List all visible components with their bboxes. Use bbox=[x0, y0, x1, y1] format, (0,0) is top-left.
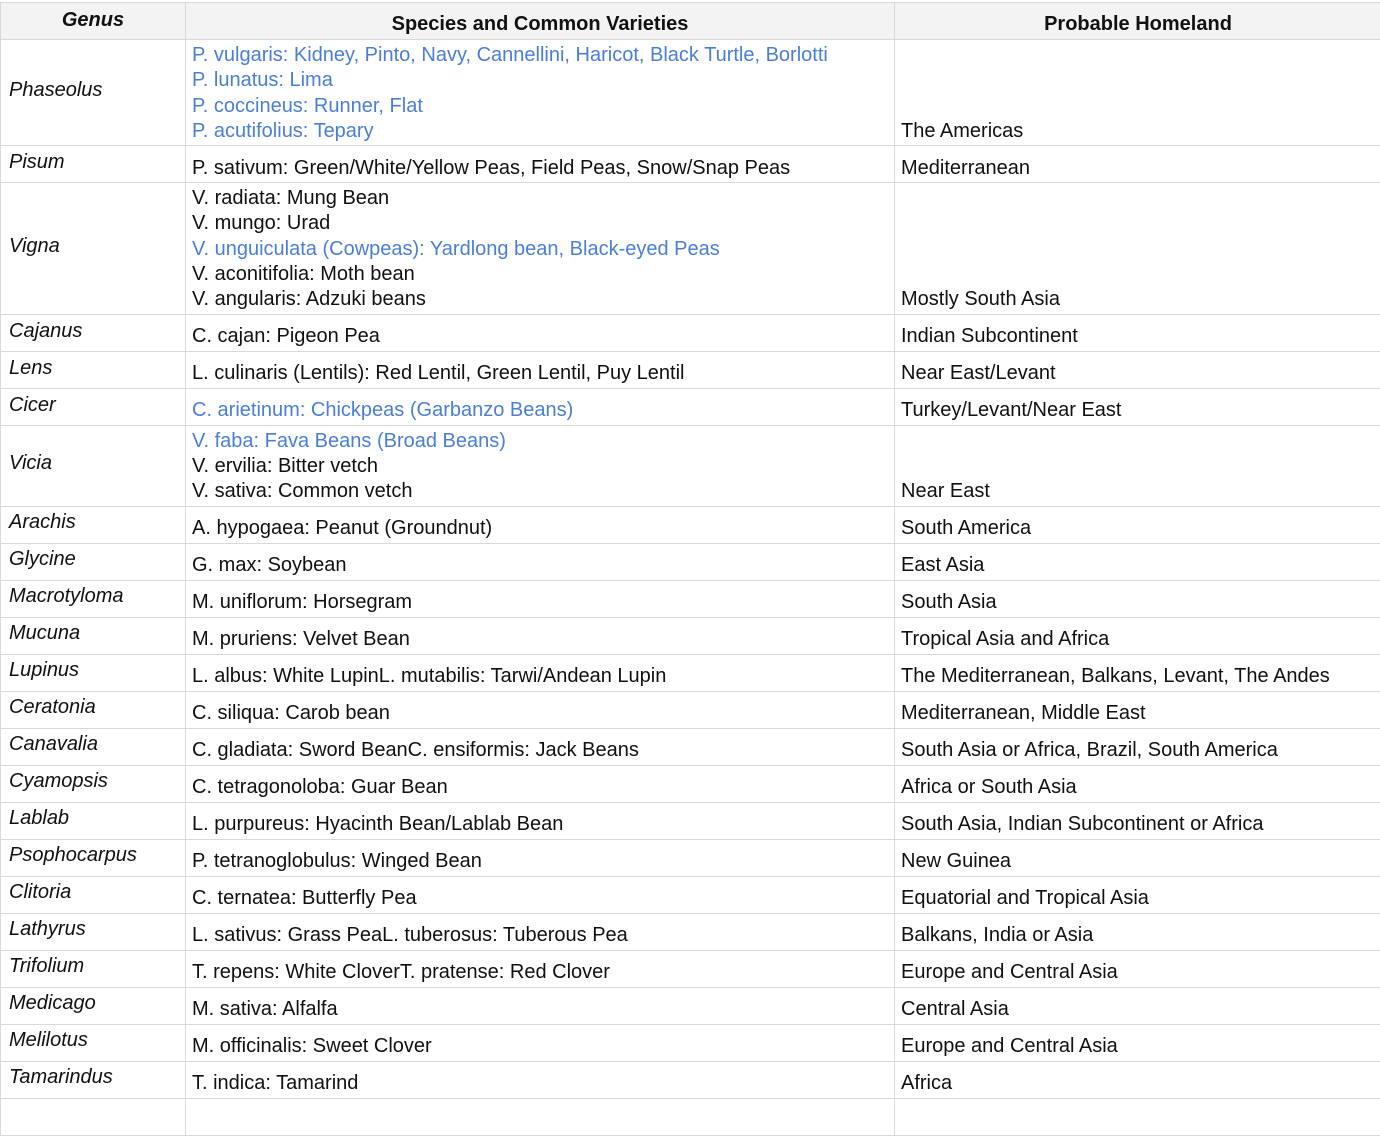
species-cell[interactable] bbox=[186, 802, 895, 839]
species-line: T. indica: Tamarind bbox=[192, 1072, 359, 1095]
species-cell[interactable] bbox=[186, 765, 895, 802]
homeland-cell[interactable]: Indian Subcontinent bbox=[895, 314, 1380, 351]
species-cell[interactable] bbox=[186, 728, 895, 765]
spreadsheet bbox=[0, 2, 1380, 1136]
species-link[interactable]: V. unguiculata (Cowpeas): Yardlong bean, Black-eyed Peas bbox=[192, 237, 720, 260]
homeland-cell[interactable]: New Guinea bbox=[895, 839, 1380, 876]
species-line: M. officinalis: Sweet Clover bbox=[192, 1035, 432, 1058]
species-cell[interactable] bbox=[186, 40, 895, 146]
homeland-cell[interactable]: Africa or South Asia bbox=[895, 765, 1380, 802]
genus-cell[interactable]: Clitoria bbox=[1, 876, 186, 913]
empty-row bbox=[1, 1098, 1380, 1135]
homeland-cell[interactable]: Europe and Central Asia bbox=[895, 1024, 1380, 1061]
legume-table bbox=[0, 2, 1380, 1136]
species-line: V. radiata: Mung Bean bbox=[192, 187, 390, 210]
species-cell[interactable] bbox=[186, 950, 895, 987]
header-row bbox=[1, 3, 1380, 40]
genus-cell[interactable]: Arachis bbox=[1, 506, 186, 543]
species-link[interactable]: V. faba: Fava Beans (Broad Beans) bbox=[192, 429, 506, 452]
table-row bbox=[1, 580, 1380, 617]
species-cell[interactable] bbox=[186, 913, 895, 950]
species-cell[interactable] bbox=[186, 839, 895, 876]
table-row bbox=[1, 654, 1380, 691]
table-row bbox=[1, 802, 1380, 839]
species-line: V. mungo: Urad bbox=[192, 212, 331, 235]
homeland-cell[interactable]: Equatorial and Tropical Asia bbox=[895, 876, 1380, 913]
genus-cell[interactable]: Vigna bbox=[1, 183, 186, 314]
homeland-cell[interactable]: South America bbox=[895, 506, 1380, 543]
homeland-cell[interactable]: Near East bbox=[895, 425, 1380, 506]
homeland-cell[interactable]: Near East/Levant bbox=[895, 351, 1380, 388]
homeland-cell[interactable]: Africa bbox=[895, 1061, 1380, 1098]
species-cell[interactable] bbox=[186, 146, 895, 183]
species-line: P. sativum: Green/White/Yellow Peas, Field Peas, Snow/Snap Peas bbox=[192, 156, 791, 179]
table-row bbox=[1, 40, 1380, 146]
species-link[interactable]: P. vulgaris: Kidney, Pinto, Navy, Cannellini, Haricot, Black Turtle, Borlotti bbox=[192, 44, 828, 66]
species-cell[interactable] bbox=[186, 654, 895, 691]
homeland-cell[interactable]: East Asia bbox=[895, 543, 1380, 580]
species-line: C. tetragonoloba: Guar Bean bbox=[192, 776, 448, 799]
species-line: G. max: Soybean bbox=[192, 554, 347, 577]
species-line: A. hypogaea: Peanut (Groundnut) bbox=[192, 517, 493, 540]
genus-cell[interactable]: Vicia bbox=[1, 425, 186, 506]
genus-cell[interactable]: Trifolium bbox=[1, 950, 186, 987]
species-line: V. angularis: Adzuki beans bbox=[192, 288, 426, 311]
species-line: M. sativa: Alfalfa bbox=[192, 998, 338, 1021]
table-row bbox=[1, 388, 1380, 425]
genus-cell[interactable]: Cyamopsis bbox=[1, 765, 186, 802]
genus-cell[interactable]: Macrotyloma bbox=[1, 580, 186, 617]
table-row bbox=[1, 1061, 1380, 1098]
species-cell[interactable] bbox=[186, 617, 895, 654]
species-cell[interactable] bbox=[186, 351, 895, 388]
species-link[interactable]: P. acutifolius: Tepary bbox=[192, 119, 374, 142]
table-row bbox=[1, 691, 1380, 728]
genus-cell[interactable]: Cicer bbox=[1, 388, 186, 425]
table-row bbox=[1, 913, 1380, 950]
species-link[interactable]: P. lunatus: Lima bbox=[192, 69, 333, 92]
species-cell[interactable] bbox=[186, 425, 895, 506]
species-line: C. ternatea: Butterfly Pea bbox=[192, 887, 417, 910]
table-row bbox=[1, 876, 1380, 913]
species-cell[interactable] bbox=[186, 1061, 895, 1098]
table-row bbox=[1, 765, 1380, 802]
genus-cell[interactable]: Melilotus bbox=[1, 1024, 186, 1061]
header-homeland[interactable]: Probable Homeland bbox=[895, 3, 1380, 40]
homeland-cell[interactable]: The Mediterranean, Balkans, Levant, The Andes bbox=[895, 654, 1380, 691]
empty-cell[interactable] bbox=[895, 1098, 1380, 1135]
species-cell[interactable] bbox=[186, 580, 895, 617]
species-cell[interactable] bbox=[186, 506, 895, 543]
genus-cell[interactable]: Ceratonia bbox=[1, 691, 186, 728]
species-line: M. uniflorum: Horsegram bbox=[192, 591, 413, 614]
species-line: M. pruriens: Velvet Bean bbox=[192, 628, 410, 651]
homeland-cell[interactable]: South Asia, Indian Subcontinent or Africa bbox=[895, 802, 1380, 839]
table-row bbox=[1, 146, 1380, 183]
table-row bbox=[1, 839, 1380, 876]
table-row bbox=[1, 425, 1380, 506]
homeland-cell[interactable]: Balkans, India or Asia bbox=[895, 913, 1380, 950]
species-line: V. sativa: Common vetch bbox=[192, 480, 413, 503]
homeland-cell[interactable]: Tropical Asia and Africa bbox=[895, 617, 1380, 654]
species-line: C. gladiata: Sword BeanC. ensiformis: Jack Beans bbox=[192, 739, 639, 762]
genus-cell[interactable]: Tamarindus bbox=[1, 1061, 186, 1098]
homeland-cell[interactable]: Europe and Central Asia bbox=[895, 950, 1380, 987]
table-row bbox=[1, 183, 1380, 314]
species-link[interactable]: P. coccineus: Runner, Flat bbox=[192, 94, 423, 117]
table-row bbox=[1, 314, 1380, 351]
species-line: V. aconitifolia: Moth bean bbox=[192, 263, 415, 286]
table-row bbox=[1, 351, 1380, 388]
homeland-cell[interactable]: Central Asia bbox=[895, 987, 1380, 1024]
genus-cell[interactable]: Phaseolus bbox=[1, 40, 186, 146]
table-row bbox=[1, 950, 1380, 987]
header-genus[interactable]: Genus bbox=[1, 3, 186, 40]
species-line: P. tetranoglobulus: Winged Bean bbox=[192, 850, 482, 873]
genus-cell[interactable]: Medicago bbox=[1, 987, 186, 1024]
genus-cell[interactable]: Glycine bbox=[1, 543, 186, 580]
species-line: L. purpureus: Hyacinth Bean/Lablab Bean bbox=[192, 813, 564, 836]
header-species[interactable]: Species and Common Varieties bbox=[186, 3, 895, 40]
table-row bbox=[1, 543, 1380, 580]
species-cell[interactable] bbox=[186, 314, 895, 351]
species-cell[interactable] bbox=[186, 691, 895, 728]
table-body bbox=[1, 40, 1380, 1136]
empty-cell[interactable] bbox=[186, 1098, 895, 1135]
species-line: C. cajan: Pigeon Pea bbox=[192, 325, 380, 348]
homeland-cell[interactable]: Mostly South Asia bbox=[895, 183, 1380, 314]
table-row bbox=[1, 617, 1380, 654]
homeland-cell[interactable]: Mediterranean bbox=[895, 146, 1380, 183]
genus-cell[interactable]: Mucuna bbox=[1, 617, 186, 654]
genus-cell[interactable]: Lablab bbox=[1, 802, 186, 839]
empty-cell[interactable] bbox=[1, 1098, 186, 1135]
species-cell[interactable] bbox=[186, 1024, 895, 1061]
species-link[interactable]: C. arietinum: Chickpeas (Garbanzo Beans) bbox=[192, 399, 574, 422]
genus-cell[interactable]: Canavalia bbox=[1, 728, 186, 765]
species-cell[interactable] bbox=[186, 543, 895, 580]
table-row bbox=[1, 1024, 1380, 1061]
species-line: L. albus: White LupinL. mutabilis: Tarwi/Andean Lupin bbox=[192, 665, 667, 688]
table-row bbox=[1, 987, 1380, 1024]
genus-cell[interactable]: Lathyrus bbox=[1, 913, 186, 950]
genus-cell[interactable]: Psophocarpus bbox=[1, 839, 186, 876]
species-line: C. siliqua: Carob bean bbox=[192, 702, 390, 725]
table-row bbox=[1, 506, 1380, 543]
homeland-cell[interactable]: The Americas bbox=[895, 40, 1380, 146]
species-cell[interactable] bbox=[186, 987, 895, 1024]
species-cell[interactable] bbox=[186, 183, 895, 314]
genus-cell[interactable]: Lens bbox=[1, 351, 186, 388]
homeland-cell[interactable]: Turkey/Levant/Near East bbox=[895, 388, 1380, 425]
genus-cell[interactable]: Cajanus bbox=[1, 314, 186, 351]
homeland-cell[interactable]: South Asia or Africa, Brazil, South America bbox=[895, 728, 1380, 765]
homeland-cell[interactable]: Mediterranean, Middle East bbox=[895, 691, 1380, 728]
species-line: V. ervilia: Bitter vetch bbox=[192, 454, 379, 477]
species-line: L. sativus: Grass PeaL. tuberosus: Tuberous Pea bbox=[192, 924, 628, 947]
species-cell[interactable] bbox=[186, 876, 895, 913]
species-cell[interactable] bbox=[186, 388, 895, 425]
species-line: T. repens: White CloverT. pratense: Red Clover bbox=[192, 961, 610, 984]
genus-cell[interactable]: Lupinus bbox=[1, 654, 186, 691]
homeland-cell[interactable]: South Asia bbox=[895, 580, 1380, 617]
species-line: L. culinaris (Lentils): Red Lentil, Green Lentil, Puy Lentil bbox=[192, 362, 685, 385]
genus-cell[interactable]: Pisum bbox=[1, 146, 186, 183]
table-row bbox=[1, 728, 1380, 765]
